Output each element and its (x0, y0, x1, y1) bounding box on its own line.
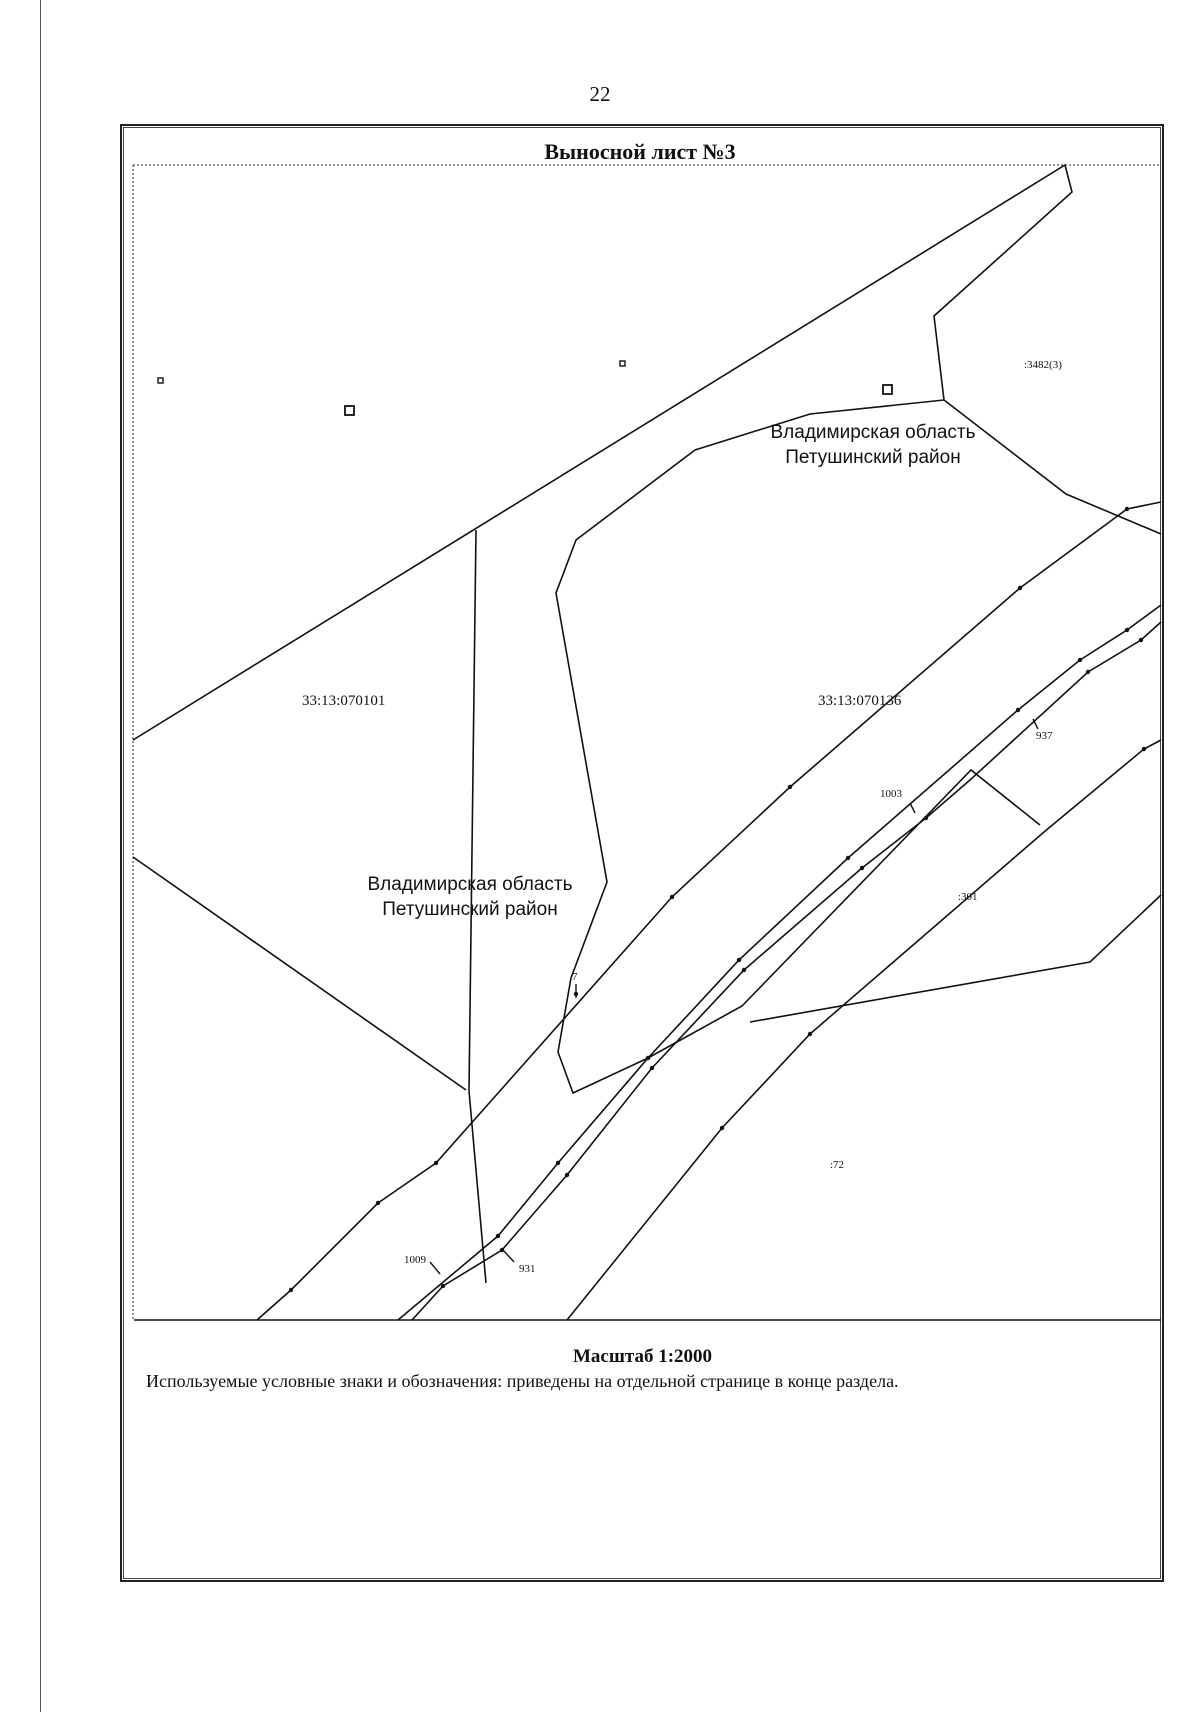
boundary-lower-parcel (750, 895, 1161, 1022)
vertex-dot (924, 816, 928, 820)
vertex-dot (720, 1126, 724, 1130)
parcel-label: :301 (958, 891, 978, 903)
vertex-dot (788, 785, 792, 789)
sheet-title: Выносной лист №3 (544, 139, 736, 164)
region-label-top-line2: Петушинский район (785, 447, 961, 468)
square-marker (158, 378, 163, 383)
vertex-dot (860, 866, 864, 870)
quarter-label: 33:13:070101 (302, 693, 386, 709)
square-marker (883, 385, 892, 394)
vertex-dot (441, 1284, 445, 1288)
vertex-dot (808, 1032, 812, 1036)
point-label: 1009 (404, 1254, 426, 1266)
vertex-dot (289, 1288, 293, 1292)
vertex-dot (1139, 638, 1143, 642)
legend-note: Используемые условные знаки и обозначения: приведены на отдельной странице в конце раздела. (146, 1371, 899, 1391)
parcel-label: :3482(3) (1024, 359, 1062, 371)
region-label-left-line1: Владимирская область (367, 874, 573, 895)
region-label-top-line1: Владимирская область (770, 422, 976, 443)
vertex-dot (1078, 658, 1082, 662)
vertex-dot (496, 1234, 500, 1238)
scale-label: Масштаб 1:2000 (572, 1346, 713, 1367)
leader-tick (503, 1250, 514, 1262)
vertex-dot (565, 1173, 569, 1177)
point-label: 931 (519, 1263, 536, 1275)
vertex-dot (556, 1161, 560, 1165)
vertex-dot (646, 1056, 650, 1060)
point-label: 1003 (880, 788, 902, 800)
parcel-label: :72 (830, 1159, 845, 1171)
leader-tick (430, 1262, 440, 1274)
leader-tick (910, 803, 915, 813)
vertex-dot (1018, 586, 1022, 590)
vertex-dot (846, 856, 850, 860)
road-line-4 (567, 740, 1161, 1320)
point-label: 937 (1036, 730, 1053, 742)
square-marker (620, 361, 625, 366)
point-label: 7 (572, 971, 578, 983)
vertex-dot (1016, 708, 1020, 712)
road-line-2 (398, 605, 1161, 1320)
quarter-label: 33:13:070136 (818, 693, 902, 709)
vertex-dot (1086, 670, 1090, 674)
vertex-dot (376, 1201, 380, 1205)
vertex-dot (1125, 628, 1129, 632)
square-marker (345, 406, 354, 415)
region-label-left-line2: Петушинский район (382, 899, 558, 920)
road-line-3 (412, 622, 1161, 1320)
vertex-dot (737, 958, 741, 962)
vertex-dot (670, 895, 674, 899)
vertex-dot (650, 1066, 654, 1070)
vertex-dot (742, 968, 746, 972)
vertex-dot (1125, 507, 1129, 511)
vertex-dot (434, 1161, 438, 1165)
boundary-diagonal-north (133, 165, 1161, 740)
vertex-dot (1142, 747, 1146, 751)
page-number: 22 (589, 82, 611, 106)
boundary-central-region (556, 400, 1040, 1093)
